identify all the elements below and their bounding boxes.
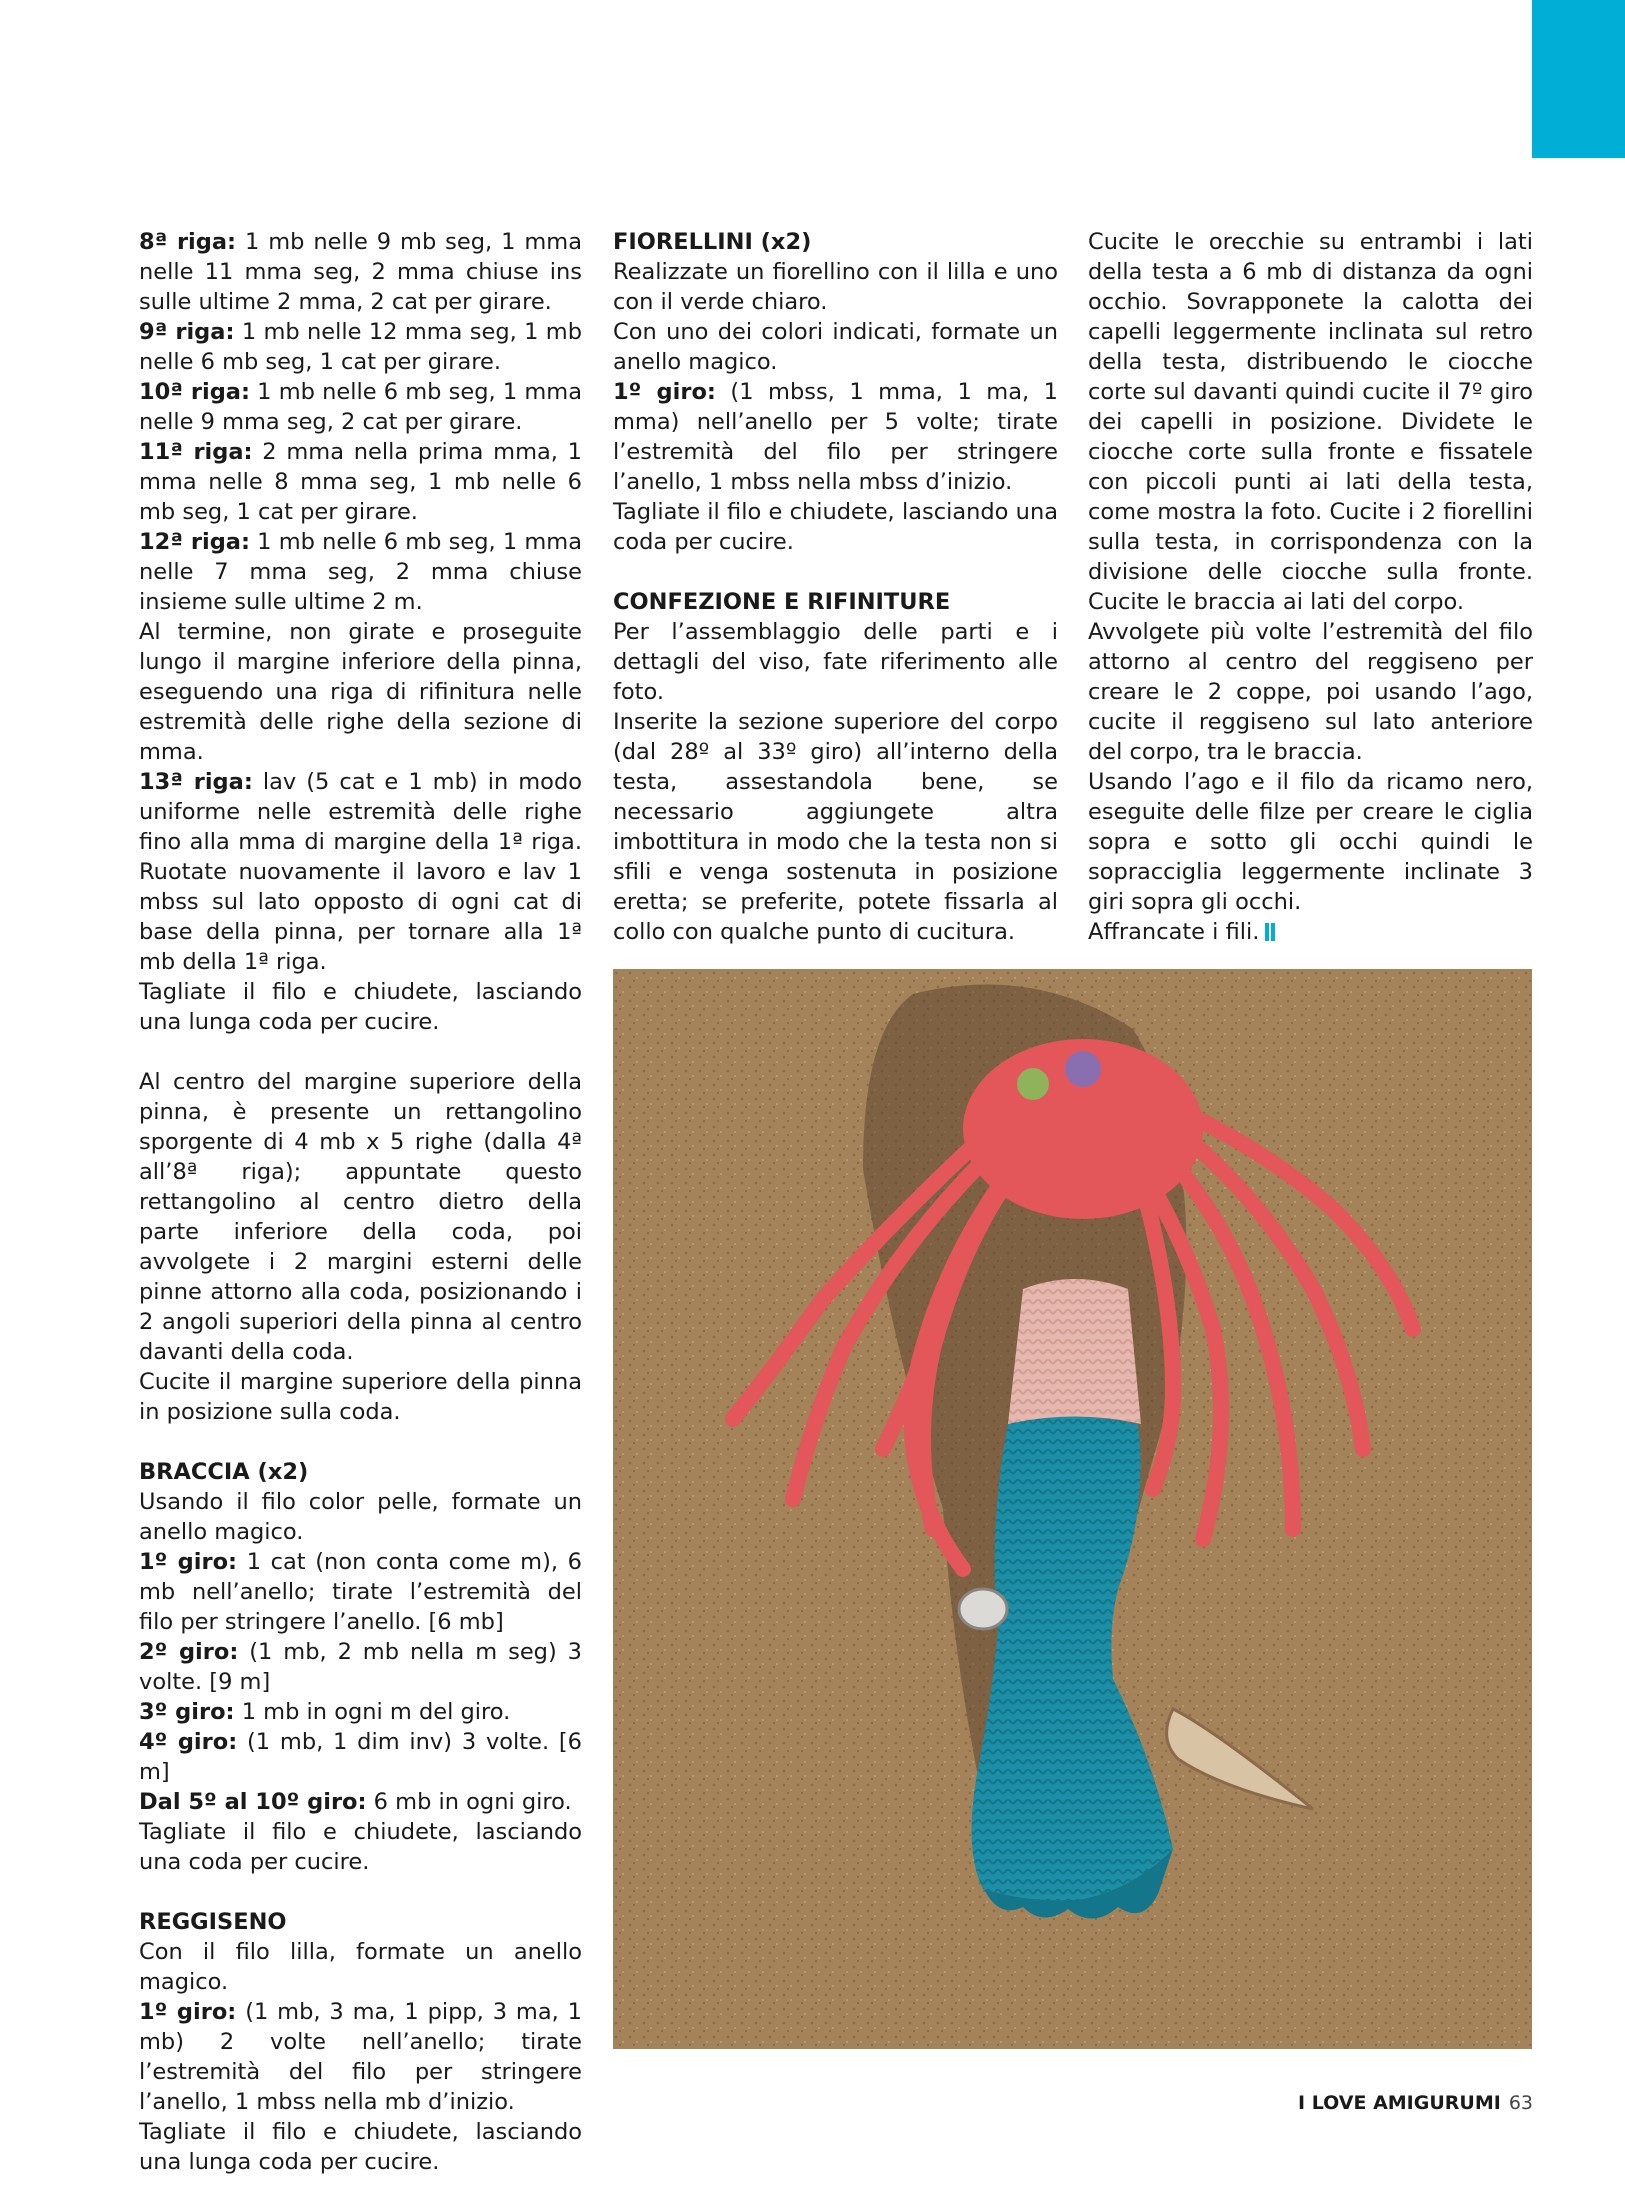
row-13-instruction: 13ª riga: lav (5 cat e 1 mb) in modo uniforme nelle estremità delle righe fino alla mma di margine della 1ª riga. Ruotate nuovamente il lavoro e lav 1 mbss sul lato opposto di ogni cat di base della pinna, per tornare alla 1ª mb della 1ª riga. bbox=[139, 769, 582, 975]
flower-lilac bbox=[1065, 1051, 1101, 1087]
confezione-heading: CONFEZIONE E RIFINITURE bbox=[613, 589, 951, 615]
fiorellini-finish: Tagliate il filo e chiudete, lasciando una coda per cucire. bbox=[613, 499, 1058, 555]
fiorellini-intro: Realizzate un fiorellino con il lilla e uno con il verde chiaro. bbox=[613, 259, 1058, 315]
braccia-heading: BRACCIA (x2) bbox=[139, 1459, 309, 1485]
fin-sew-paragraph: Cucite il margine superiore della pinna in posizione sulla coda. bbox=[139, 1369, 582, 1425]
row-10-instruction: 10ª riga: 1 mb nelle 6 mb seg, 1 mma nelle 9 mma seg, 2 cat per girare. bbox=[139, 379, 582, 435]
cut-thread-paragraph: Tagliate il filo e chiudete, lasciando una lunga coda per cucire. bbox=[139, 979, 582, 1035]
reggiseno-finish: Tagliate il filo e chiudete, lasciando una lunga coda per cucire. bbox=[139, 2119, 582, 2175]
column-left bbox=[139, 227, 582, 2177]
page-number: 63 bbox=[1508, 2092, 1533, 2114]
assembly-paragraph-1: Cucite le orecchie su entrambi i lati della testa a 6 mb di distanza da ogni occhio. Sovrapponete la calotta dei capelli leggermente inclinata sul retro della testa, distribuendo le ciocche corte sul davanti quindi cucite il 7º giro dei capelli in posizione. Dividete le ciocche corte sulla fronte e fissatele con piccoli punti ai lati della testa, come mostra la foto. Cucite i 2 fiorellini sulla testa, in corrispondenza con la divisione delle ciocche sulla fronte. Cucite le braccia ai lati del corpo. bbox=[1088, 229, 1533, 615]
fiorellini-ring: Con uno dei colori indicati, formate un anello magico. bbox=[613, 319, 1058, 375]
row-11-instruction: 11ª riga: 2 mma nella prima mma, 1 mma nelle 8 mma seg, 1 mb nelle 6 mb seg, 1 cat per girare. bbox=[139, 439, 583, 525]
braccia-round-4: 4º giro: (1 mb, 1 dim inv) 3 volte. [6 m] bbox=[139, 1729, 582, 1785]
row-9-instruction: 9ª riga: 1 mb nelle 12 mma seg, 1 mb nelle 6 mb seg, 1 cat per girare. bbox=[139, 319, 583, 375]
mermaid-amigurumi-photo bbox=[613, 969, 1532, 2049]
assembly-paragraph-4: Affrancate i fili. bbox=[1088, 917, 1533, 947]
braccia-finish: Tagliate il filo e chiudete, lasciando una coda per cucire. bbox=[139, 1819, 582, 1875]
braccia-intro: Usando il filo color pelle, formate un anello magico. bbox=[139, 1489, 582, 1545]
assembly-paragraph-3: Usando l’ago e il filo da ricamo nero, eseguite delle filze per creare le ciglia sopra e sotto gli occhi quindi le sopracciglia leggermente inclinate 3 giri sopra gli occhi. bbox=[1088, 769, 1533, 915]
reggiseno-round-1: 1º giro: (1 mb, 3 ma, 1 pipp, 3 ma, 1 mb) 2 volte nell’anello; tirate l’estremità del filo per stringere l’anello, 1 mbss nella mb d’inizio. bbox=[139, 1999, 582, 2115]
confezione-body: Inserite la sezione superiore del corpo (dal 28º al 33º giro) all’interno della testa, assestandola bene, se necessario aggiungete altra imbottitura in modo che la testa non si sfili e venga sostenuta in posizione eretta; se preferite, potete fissarla al collo con qualche punto di cucitura. bbox=[613, 709, 1058, 945]
braccia-round-3: 3º giro: 1 mb in ogni m del giro. bbox=[139, 1699, 511, 1725]
assembly-paragraph-2: Avvolgete più volte l’estremità del filo attorno al centro del reggiseno per creare le 2 coppe, poi usando l’ago, cucite il reggiseno sul lato anteriore del corpo, tra le braccia. bbox=[1088, 619, 1533, 765]
page-footer: I LOVE AMIGURUMI 63 bbox=[1298, 2092, 1533, 2114]
reggiseno-heading: REGGISENO bbox=[139, 1909, 287, 1935]
braccia-round-5-10: Dal 5º al 10º giro: 6 mb in ogni giro. bbox=[139, 1789, 572, 1815]
end-of-article-icon bbox=[1265, 919, 1277, 937]
braccia-round-2: 2º giro: (1 mb, 2 mb nella m seg) 3 volte. [9 m] bbox=[139, 1639, 582, 1695]
seashell-left bbox=[959, 1589, 1007, 1629]
reggiseno-intro: Con il filo lilla, formate un anello magico. bbox=[139, 1939, 582, 1995]
fiorellini-heading: FIORELLINI (x2) bbox=[613, 229, 812, 255]
fiorellini-round-1: 1º giro: (1 mbss, 1 mma, 1 ma, 1 mma) nell’anello per 5 volte; tirate l’estremità del filo per stringere l’anello, 1 mbss nella mbss d’inizio. bbox=[613, 379, 1058, 495]
finishing-paragraph: Al termine, non girate e proseguite lungo il margine inferiore della pinna, eseguendo una riga di rifinitura nelle estremità delle righe della sezione di mma. bbox=[139, 619, 582, 765]
fin-assembly-paragraph: Al centro del margine superiore della pinna, è presente un rettangolino sporgente di 4 mb x 5 righe (dalla 4ª all’8ª riga); appuntate questo rettangolino al centro dietro della parte inferiore della coda, poi avvolgete i 2 margini esterni delle pinne attorno alla coda, posizionando i 2 angoli superiori della pinna al centro davanti della coda. bbox=[139, 1069, 582, 1365]
column-right bbox=[1088, 227, 1533, 947]
braccia-round-1: 1º giro: 1 cat (non conta come m), 6 mb nell’anello; tirate l’estremità del filo per stringere l’anello. [6 mb] bbox=[139, 1549, 582, 1635]
row-8-instruction: 8ª riga: 1 mb nelle 9 mb seg, 1 mma nelle 11 mma seg, 2 mma chiuse ins sulle ultime 2 mma, 2 cat per girare. bbox=[139, 229, 582, 315]
confezione-intro: Per l’assemblaggio delle parti e i dettagli del viso, fate riferimento alle foto. bbox=[613, 619, 1058, 705]
section-tab-marker bbox=[1532, 0, 1625, 158]
flower-green bbox=[1017, 1068, 1049, 1100]
column-middle bbox=[613, 227, 1058, 947]
row-12-instruction: 12ª riga: 1 mb nelle 6 mb seg, 1 mma nelle 7 mma seg, 2 mma chiuse insieme sulle ultime 2 m. bbox=[139, 529, 582, 615]
mermaid-body-skin bbox=[1008, 1279, 1141, 1424]
